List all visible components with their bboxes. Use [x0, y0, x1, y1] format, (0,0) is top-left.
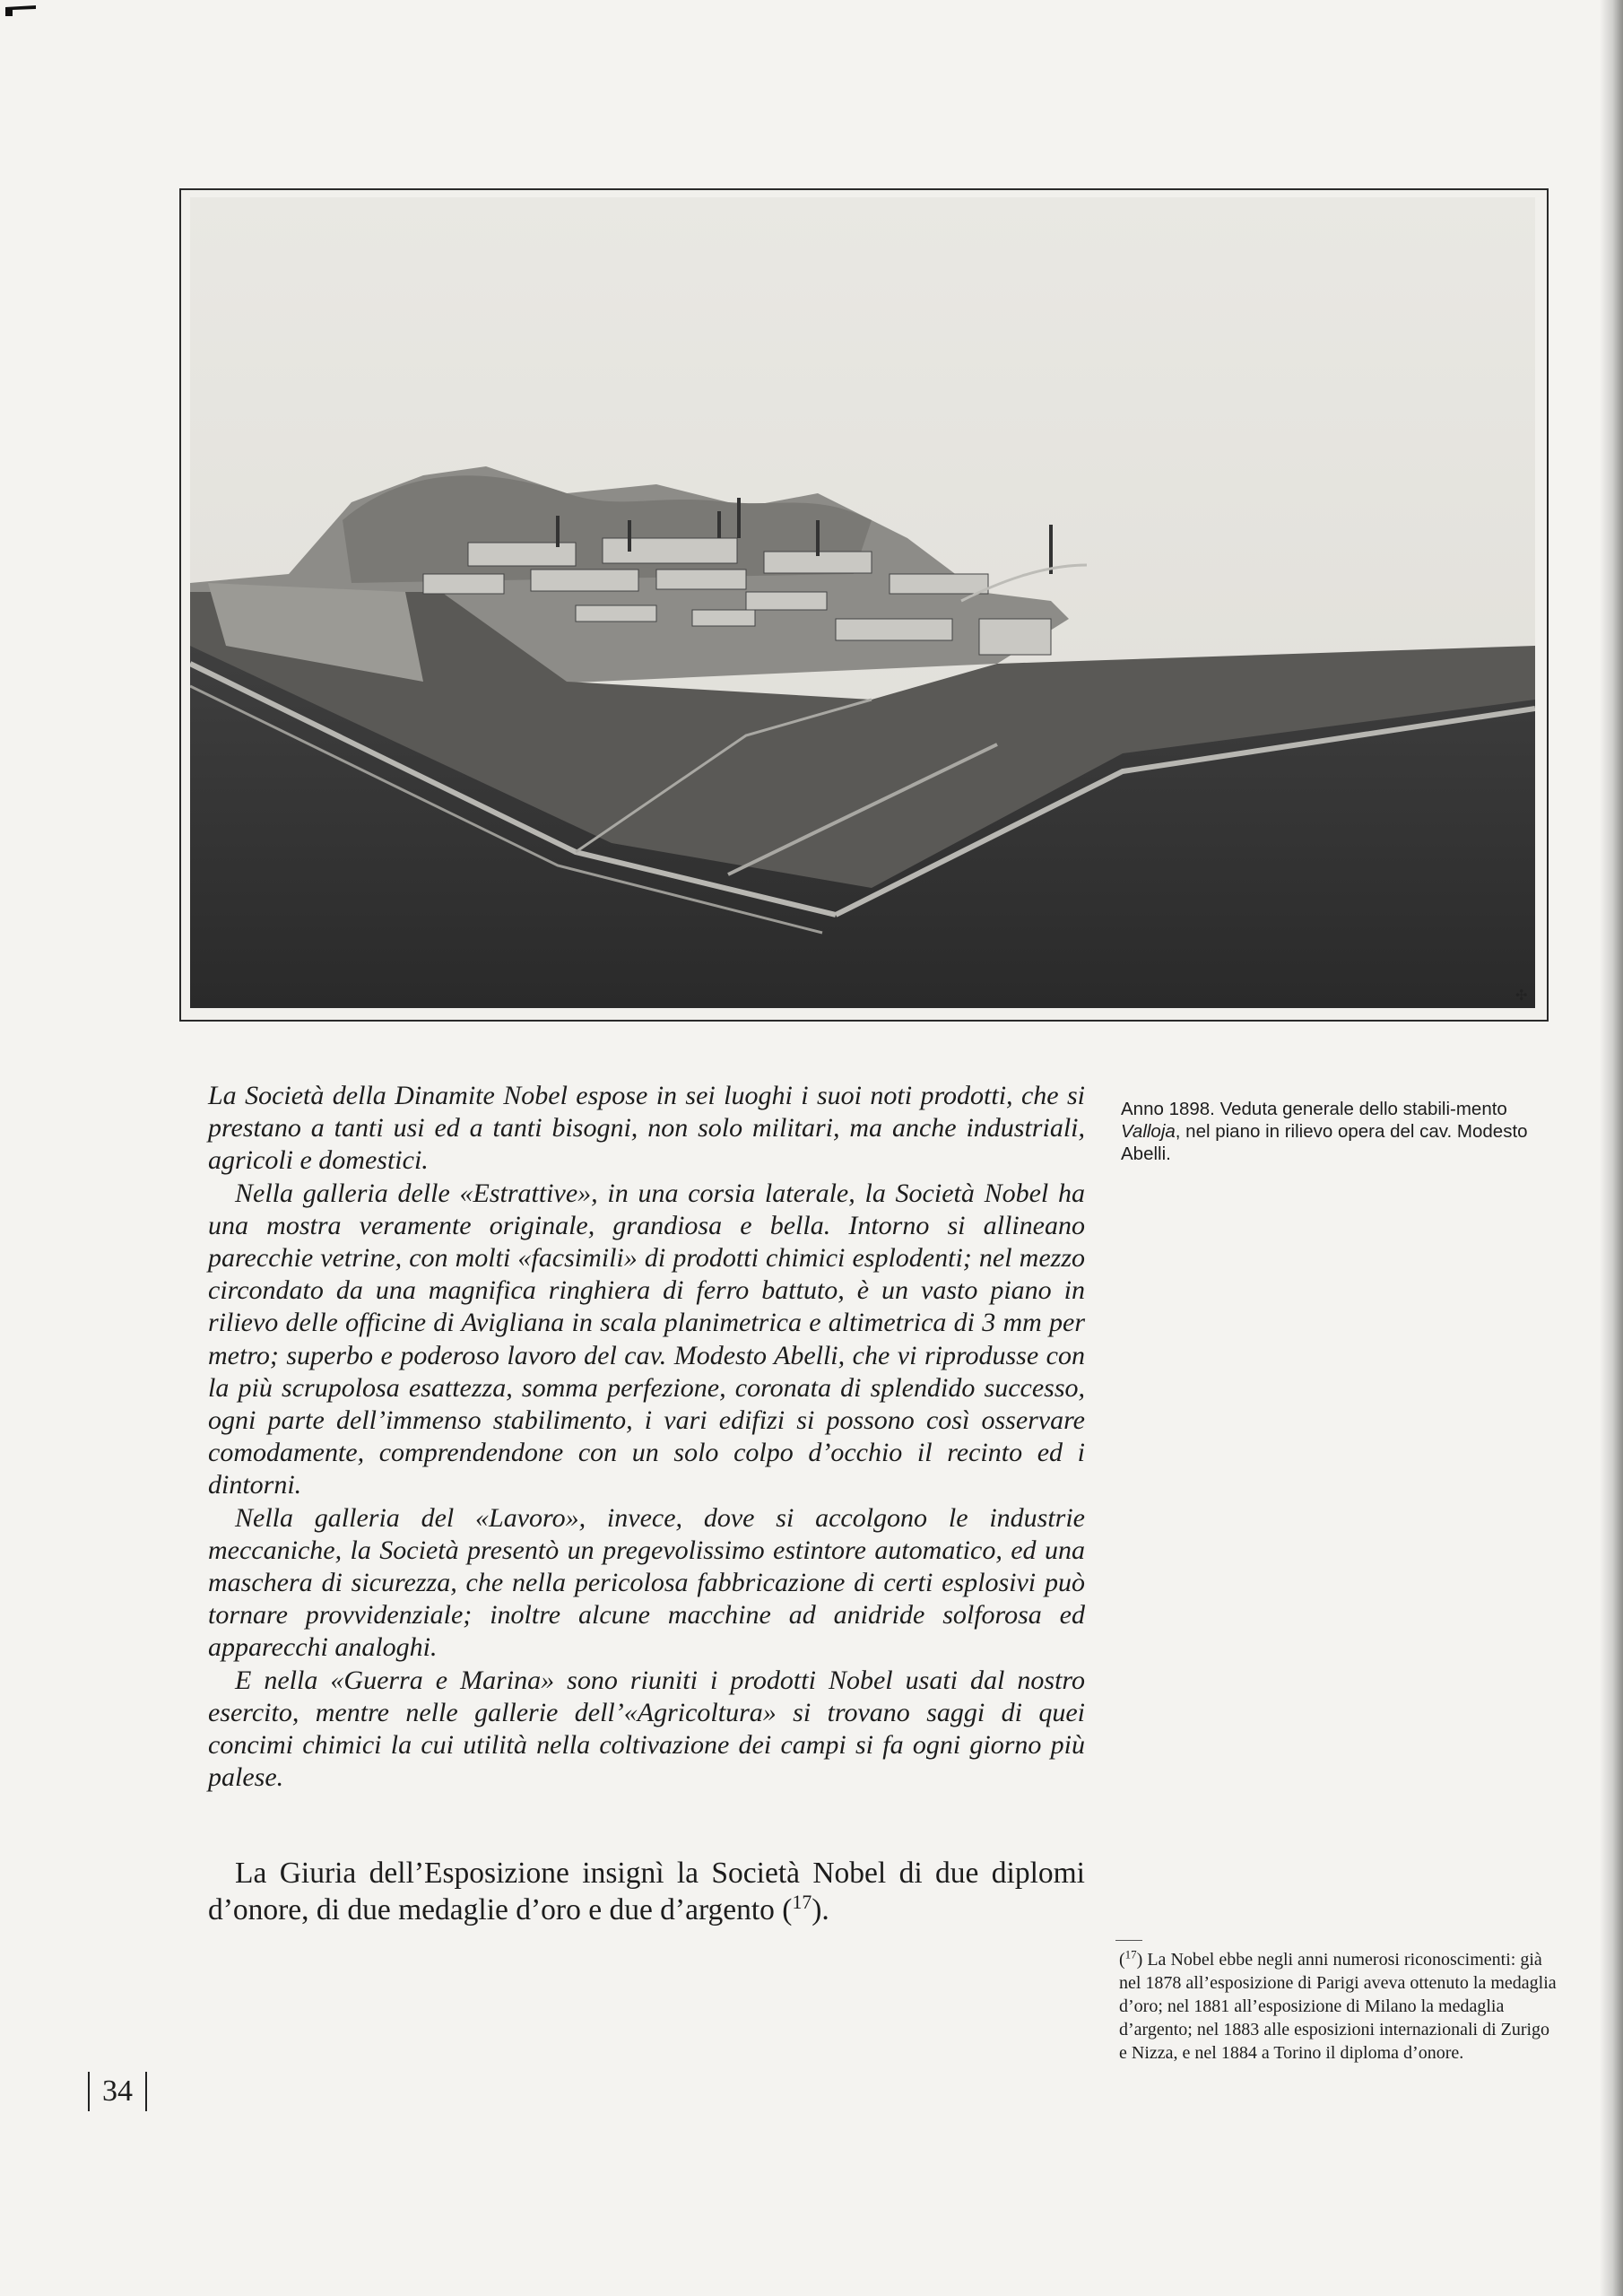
caption-place-name: Valloja: [1121, 1121, 1176, 1142]
page-edge-shadow: [1600, 0, 1623, 2296]
footnote-reference: 17: [792, 1891, 812, 1913]
closing-paragraph: [208, 1855, 1085, 1928]
footnote-marker: 17: [1124, 1947, 1137, 1961]
svg-text:✣: ✣: [1515, 988, 1528, 1004]
folio-rule-left: [88, 2072, 90, 2111]
closing-end: ).: [812, 1893, 829, 1926]
footnote-rule: [1115, 1940, 1142, 1941]
paragraph: Nella galleria delle «Estrattive», in una corsia laterale, la Società Nobel ha una mostra veramente originale, grandiosa e bella. Intorno si allineano parecchie vetrine, con molti «facsimili» di prodotti chimici esplodenti; nel mezzo circondato da una magnifica ringhiera di ferro battuto, è un vasto piano in rilievo delle officine di Avigliana in scala planimetrica e altimetrica di 3 mm per metro; superbo e poderoso lavoro del cav. Modesto Abelli, che vi riprodusse con la più scrupolosa esattezza, somma perfezione, coronata di splendido successo, ogni parte dell’immenso stabilimento, i vari edifizi si possono così osservare comodamente, comprendendone con un solo colpo d’occhio il recinto ed i dintorni.: [208, 1178, 1085, 1500]
paragraph: E nella «Guerra e Marina» sono riuniti i prodotti Nobel usati dal nostro esercito, mentre nelle gallerie dell’«Agricoltura» si trovano saggi di quei concimi chimici la cui utilità nella coltivazione dei campi si fa ogni giorno più palese.: [208, 1665, 1085, 1793]
factory-relief-model-photo: [190, 197, 1535, 1008]
footnote: ($^{17}$) La Nobel ebbe negli anni numerosi riconoscimenti: già nel 1878 all’esposizione di Parigi aveva ottenuto la medaglia d’oro; nel 1881 all’esposizione di Milano la medaglia d’argento; nel 1883 alle esposizioni internazionali di Zurigo e Nizza, e nel 1884 a Torino il diploma d’onore.: [1119, 1947, 1557, 2063]
corner-crop-mark: [5, 4, 38, 16]
paragraph: La Società della Dinamite Nobel espose in sei luoghi i suoi noti prodotti, che si prestano a tanti usi ed a tanti bisogni, non solo militari, ma anche industriali, agricoli e domestici.: [208, 1081, 1085, 1176]
photo-caption: [1121, 1098, 1541, 1165]
folio-rule-right: [145, 2072, 147, 2111]
caption-suffix: , nel piano in rilievo opera del cav. Modesto Abelli.: [1121, 1121, 1528, 1164]
main-text-italic: [208, 1080, 1085, 1794]
caption-prefix: Anno 1898. Veduta generale dello stabili-mento: [1121, 1099, 1507, 1119]
page-number: 34: [102, 2074, 133, 2108]
paragraph: Nella galleria del «Lavoro», invece, dove si accolgono le industrie meccaniche, la Società presentò un pregevolissimo estintore automatico, ed una maschera di sicurezza, che nella pericolosa fabbricazione di certi esplosivi può tornare provvidenziale; inoltre alcune macchine ad anidride solforosa ed apparecchi analoghi.: [208, 1502, 1085, 1663]
page-number-block: [88, 2067, 147, 2116]
closing-text: La Giuria dell’Esposizione insignì la Società Nobel di due diplomi d’onore, di due medaglie d’oro e due d’argento (: [208, 1857, 1085, 1926]
footnote-text: La Nobel ebbe negli anni numerosi riconoscimenti: già nel 1878 all’esposizione di Parigi aveva ottenuto la medaglia d’oro; nel 1881 all’esposizione di Milano la medaglia d’argento; nel 1883 alle esposizioni internazionali di Zurigo e Nizza, e nel 1884 a Torino il diploma d’onore.: [1119, 1950, 1557, 2063]
